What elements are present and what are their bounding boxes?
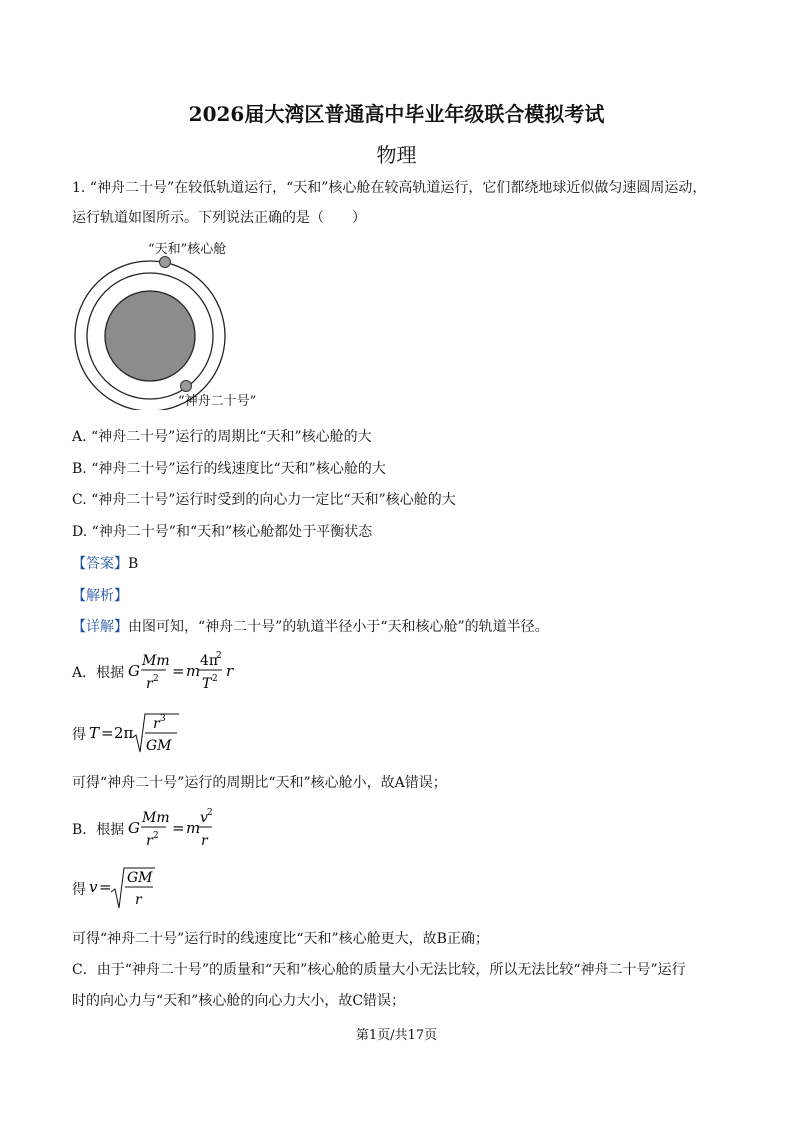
part-b-result-prefix: 得 xyxy=(72,882,86,898)
svg-text:r: r xyxy=(146,676,153,692)
svg-text:=: = xyxy=(99,878,112,896)
part-a-conclusion: 可得“神舟二十号”运行的周期比“天和”核心舱小，故A错误； xyxy=(72,775,447,791)
formula-b-velocity xyxy=(87,862,167,912)
page-footer: 第1页/共17页 xyxy=(355,1028,438,1043)
part-a-result-prefix: 得 xyxy=(72,727,86,743)
svg-text:r: r xyxy=(135,892,142,908)
svg-text:3: 3 xyxy=(160,714,166,724)
part-c-line-1: C．由于“神舟二十号”的质量和“天和”核心舱的质量大小无法比较，所以无法比较“神舟二十号”运行 xyxy=(72,962,686,978)
option-d: D. “神舟二十号”和“天和”核心舱都处于平衡状态 xyxy=(72,524,373,540)
svg-text:r: r xyxy=(226,662,234,680)
detail-row xyxy=(72,616,549,636)
svg-text:G: G xyxy=(128,819,140,837)
svg-text:v: v xyxy=(89,878,98,896)
answer-value: B xyxy=(128,556,139,572)
svg-text:2: 2 xyxy=(207,808,213,818)
svg-text:=: = xyxy=(172,662,185,680)
part-b-prefix: B．根据 xyxy=(72,822,125,838)
svg-text:T: T xyxy=(202,676,212,692)
svg-text:2: 2 xyxy=(216,651,222,661)
earth xyxy=(105,291,195,381)
option-c: C. “神舟二十号”运行时受到的向心力一定比“天和”核心舱的大 xyxy=(72,492,456,508)
formula-a-period xyxy=(87,708,187,758)
shenzhou-craft xyxy=(181,381,192,392)
part-b-conclusion: 可得“神舟二十号”运行时的线速度比“天和”核心舱更大，故B正确； xyxy=(72,931,489,947)
svg-text:Mm: Mm xyxy=(142,653,170,669)
svg-text:2: 2 xyxy=(212,674,218,684)
analysis-tag: 【解析】 xyxy=(72,588,128,604)
svg-text:G: G xyxy=(128,662,140,680)
question-line-1: 1. “神舟二十号”在较低轨道运行，“天和”核心舱在较高轨道运行，它们都绕地球近似做匀速圆周运动， xyxy=(72,180,707,196)
option-b: B. “神舟二十号”运行的线速度比“天和”核心舱的大 xyxy=(72,461,386,477)
svg-text:r: r xyxy=(201,833,208,849)
option-a: A. “神舟二十号”运行的周期比“天和”核心舱的大 xyxy=(72,429,372,445)
svg-text:2: 2 xyxy=(153,831,159,841)
answer-tag: 【答案】 xyxy=(72,556,128,572)
svg-text:T: T xyxy=(89,724,100,742)
detail-text: 由图可知，“神舟二十号”的轨道半径小于“天和核心舱”的轨道半径。 xyxy=(128,619,549,635)
question-line-2: 运行轨道如图所示。下列说法正确的是（ ） xyxy=(72,210,366,226)
svg-text:m: m xyxy=(186,819,201,837)
svg-text:=: = xyxy=(172,819,185,837)
subject-title: 物理 xyxy=(376,143,417,167)
svg-text:2: 2 xyxy=(153,674,159,684)
answer-row xyxy=(72,553,138,573)
part-c-line-2: 时的向心力与“天和”核心舱的向心力大小，故C错误； xyxy=(72,993,406,1009)
tianhe-module xyxy=(160,257,171,268)
svg-text:v: v xyxy=(200,810,208,826)
svg-text:Mm: Mm xyxy=(142,810,170,826)
shenzhou-label: “神舟二十号” xyxy=(178,394,257,409)
svg-text:=: = xyxy=(101,724,114,742)
part-a-prefix: A．根据 xyxy=(72,665,125,681)
detail-tag: 【详解】 xyxy=(72,619,128,635)
svg-text:GM: GM xyxy=(146,738,172,754)
svg-text:2π: 2π xyxy=(114,724,134,742)
tianhe-label: “天和”核心舱 xyxy=(148,242,227,257)
svg-text:4π: 4π xyxy=(200,653,219,669)
page-title: 2026届大湾区普通高中毕业年级联合模拟考试 xyxy=(188,102,605,126)
orbit-figure xyxy=(70,238,270,414)
svg-text:GM: GM xyxy=(127,870,153,886)
formula-b-gravity xyxy=(126,805,226,853)
svg-text:r: r xyxy=(146,833,153,849)
svg-text:m: m xyxy=(186,662,201,680)
svg-text:r: r xyxy=(153,716,160,732)
formula-a-gravity xyxy=(126,648,246,696)
